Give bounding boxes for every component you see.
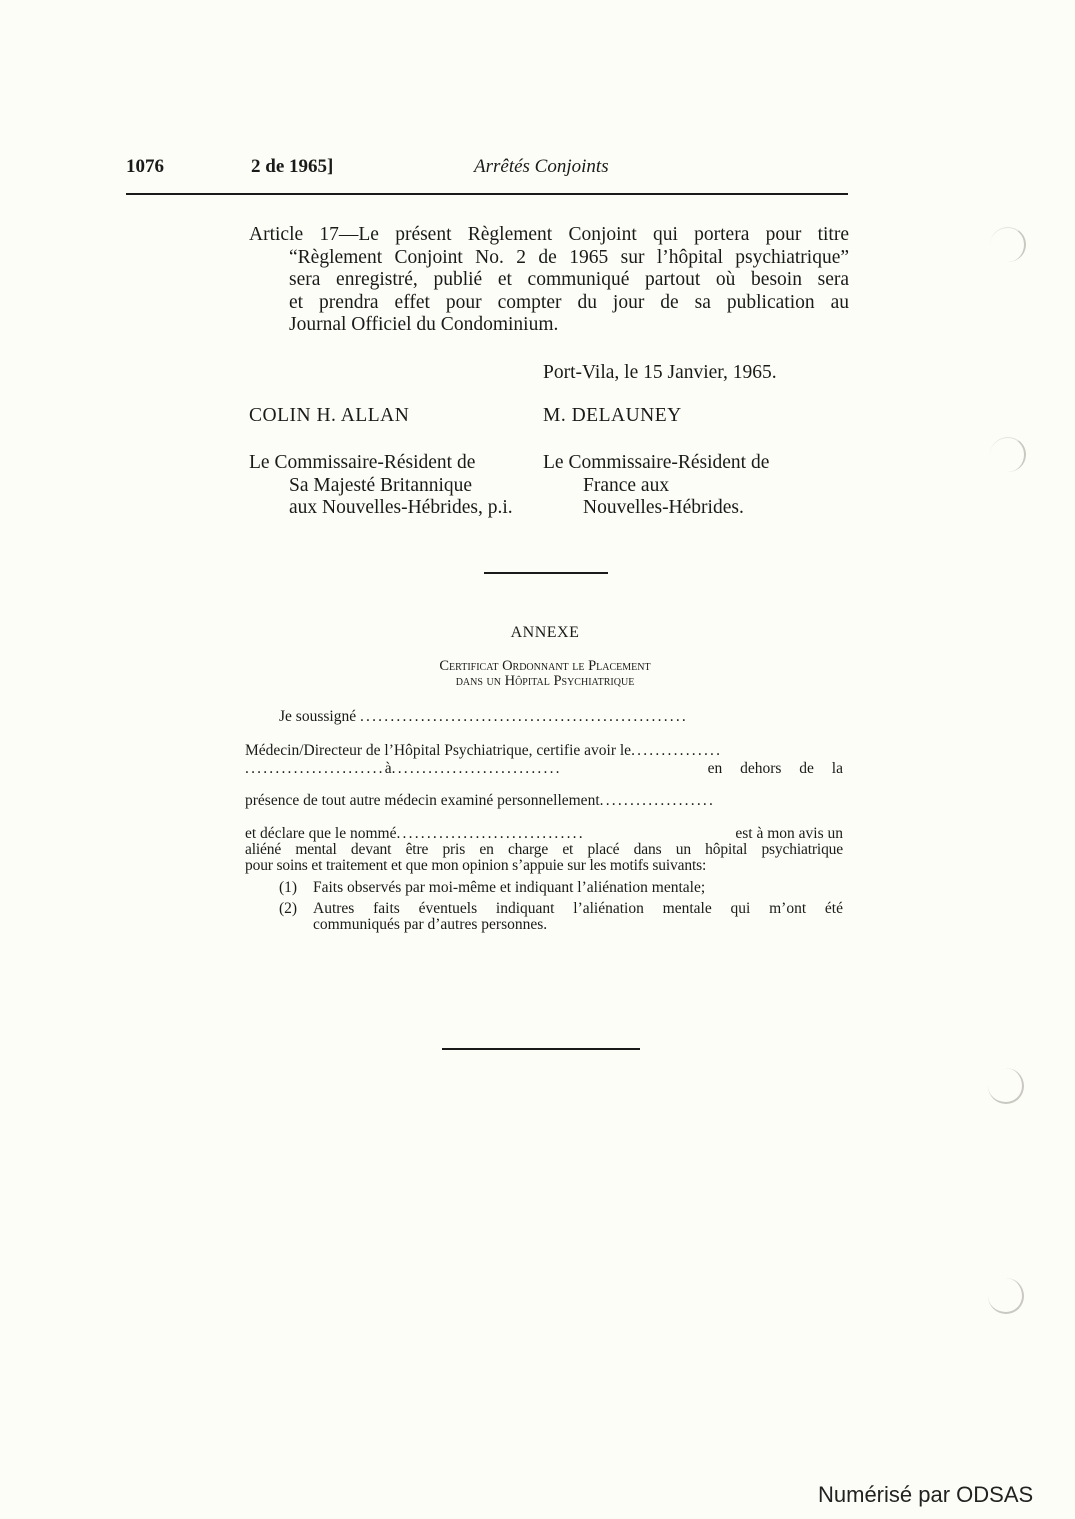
list-item-number: (2) (279, 900, 298, 917)
form-paragraph-declaration (245, 826, 843, 874)
binder-hole-icon (988, 1068, 1024, 1104)
list-item-number: (1) (279, 879, 298, 896)
form-line-medecin (245, 743, 843, 759)
section-divider (484, 572, 608, 574)
list-item (279, 901, 843, 933)
running-title: Arrêtés Conjoints (474, 156, 609, 177)
signatory-title-line: France aux (583, 474, 670, 496)
signatory-title-line: Nouvelles-Hébrides. (583, 497, 744, 518)
list-item-text: communiqués par d’autres personnes. (313, 916, 548, 933)
article-line: Article 17—Le présent Règlement Conjoint qui portera pour titre (249, 224, 849, 245)
fill-in-dots[interactable]: ................... (599, 793, 716, 809)
digitization-credit: Numérisé par ODSAS (818, 1482, 1034, 1507)
regulation-reference: 2 de 1965] (251, 156, 334, 177)
form-label: et déclare que le nommé (245, 825, 397, 842)
article-17 (249, 224, 849, 337)
form-line-a (245, 761, 843, 777)
form-label: Médecin/Directeur de l’Hôpital Psychiatrique, certifie avoir le (245, 743, 632, 759)
binder-hole-icon (990, 227, 1026, 262)
motifs-list (279, 880, 843, 933)
annexe-subheading (245, 659, 845, 689)
fill-in-dots[interactable]: ............................... (396, 825, 585, 842)
binder-hole-icon (990, 437, 1026, 472)
form-text-line: aliéné mental devant être pris en charge et placé dans un hôpital psychiatrique (245, 841, 843, 858)
fill-in-dots[interactable]: ............... (631, 743, 723, 759)
list-item-text: Autres faits éventuels indiquant l’aliénation mentale qui m’ont été (313, 900, 843, 917)
end-divider (442, 1048, 640, 1050)
article-line: sera enregistré, publié et communiqué partout où besoin sera (289, 269, 849, 290)
page-number: 1076 (126, 156, 164, 177)
binder-hole-icon (988, 1278, 1024, 1314)
annexe-subheading-line: dans un Hôpital Psychiatrique (455, 673, 635, 689)
signatory-right-name: M. DELAUNEY (543, 405, 682, 426)
fill-in-dots[interactable]: ....................... (245, 761, 385, 777)
form-label: en dehors de la (707, 761, 843, 777)
form-label: à (384, 761, 392, 777)
signatory-right-title (543, 452, 769, 520)
form-label: est à mon avis un (735, 825, 843, 842)
signatory-title-line: Le Commissaire-Résident de (543, 452, 770, 473)
article-line: et prendra effet pour compter du jour de sa publication au (289, 291, 849, 313)
article-line: Journal Officiel du Condominium. (289, 314, 559, 335)
list-item-text: Faits observés par moi-même et indiquant l’aliénation mentale; (313, 879, 706, 896)
place-date: Port-Vila, le 15 Janvier, 1965. (543, 362, 777, 383)
signatory-left-name: COLIN H. ALLAN (249, 405, 410, 426)
signatory-title-line: aux Nouvelles-Hébrides, p.i. (289, 497, 513, 518)
signatory-left-title (249, 452, 513, 520)
form-label: présence de tout autre médecin examiné personnellement (245, 793, 600, 809)
article-line: “Règlement Conjoint No. 2 de 1965 sur l’hôpital psychiatrique” (289, 246, 849, 268)
header-rule (126, 193, 848, 195)
list-item (279, 880, 843, 896)
signatory-title-line: Le Commissaire-Résident de (249, 452, 476, 473)
form-text-line: pour soins et traitement et que mon opinion s’appuie sur les motifs suivants: (245, 857, 707, 874)
annexe-heading: ANNEXE (510, 624, 580, 641)
form-line-presence (245, 793, 843, 809)
annexe-subheading-line: Certificat Ordonnant le Placement (439, 658, 651, 674)
fill-in-dots[interactable]: ...................................................... (359, 709, 689, 725)
fill-in-dots[interactable]: ............................ (391, 761, 562, 777)
form-label: Je soussigné (279, 709, 357, 725)
form-line-soussigne (279, 709, 843, 725)
signatory-title-line: Sa Majesté Britannique (289, 474, 473, 496)
